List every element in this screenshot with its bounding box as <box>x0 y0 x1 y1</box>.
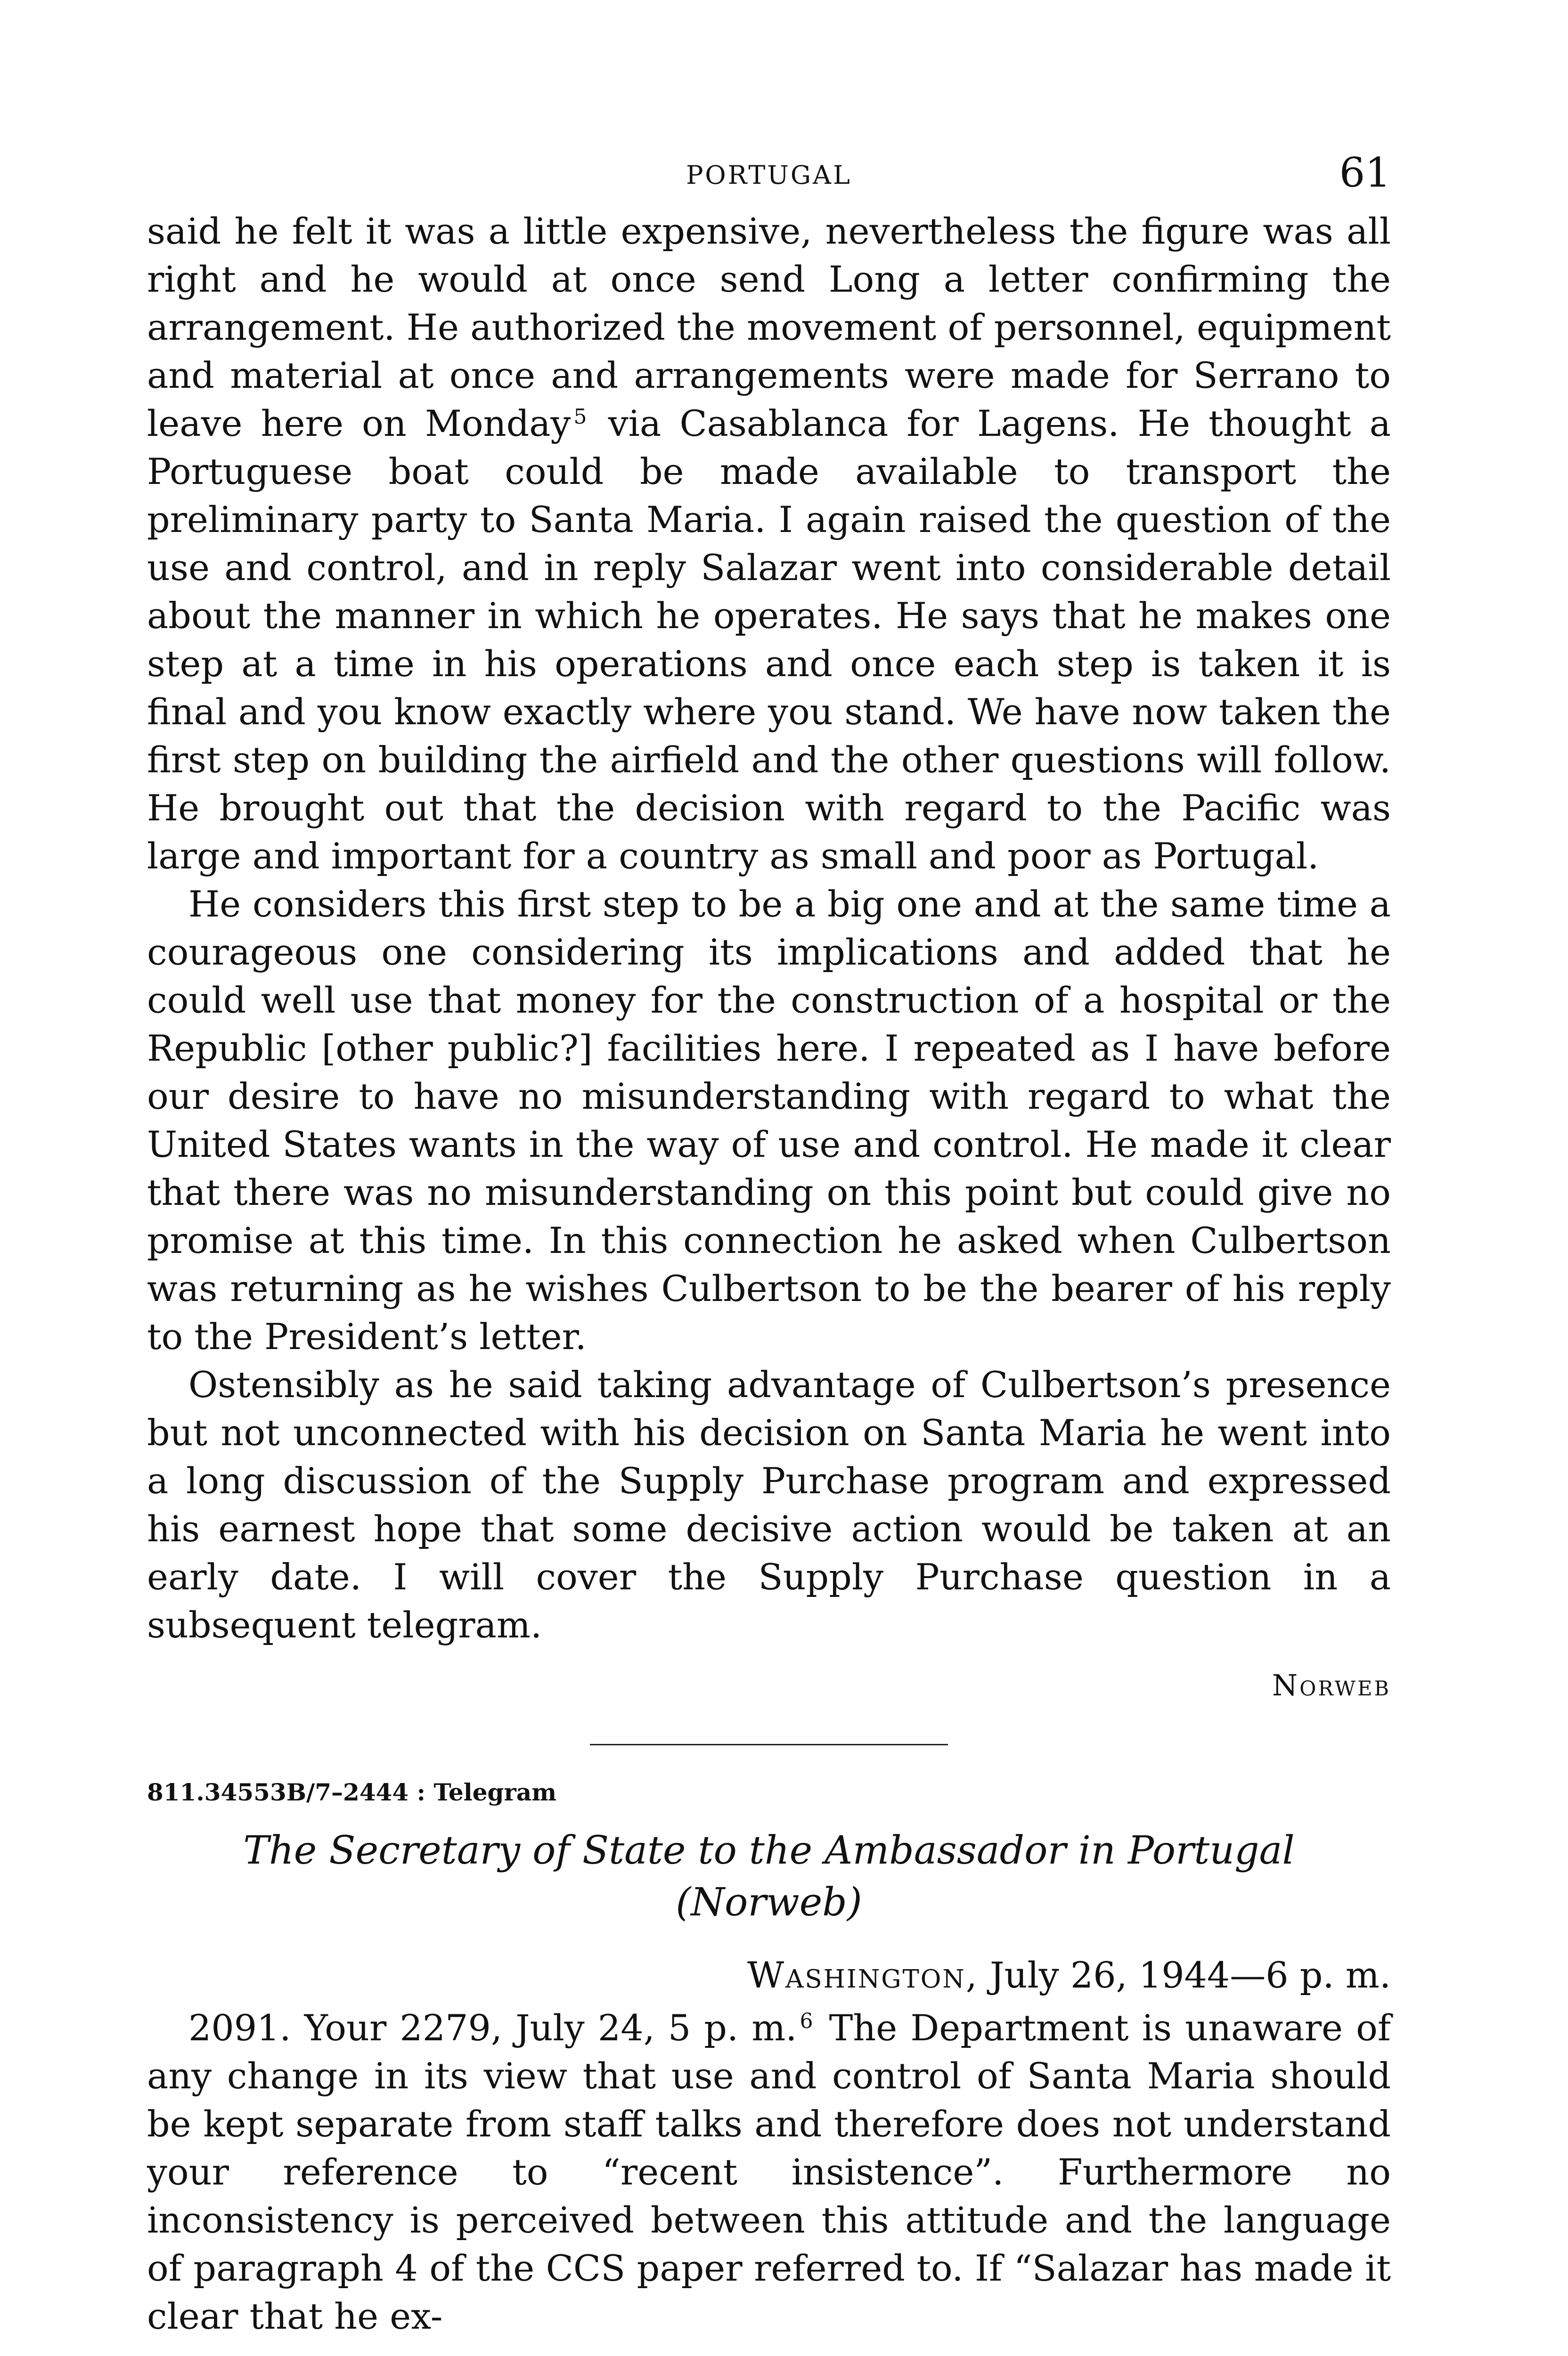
page-number: 61 <box>1339 149 1391 196</box>
running-head: PORTUGAL <box>686 160 852 190</box>
paragraph-1-text-part-1: said he felt it was a little expensive, nevertheless the figure was all right and he would at once send Long a letter confirming the arrangement. He authorized the movement of personnel, equipment and material at once and arrangements were made for Serrano to leave here on Monday <box>147 210 1391 444</box>
body-paragraph-1 <box>147 207 1391 880</box>
footnote-reference-5: 5 <box>573 404 587 429</box>
telegram-text-part-1: 2091. Your 2279, July 24, 5 p. m. <box>188 2007 797 2049</box>
dateline-place: Washington, <box>747 1954 979 1996</box>
dateline-date: July 26, 1944—6 p. m. <box>978 1954 1391 1996</box>
signature: Norweb <box>1272 1668 1391 1702</box>
telegram-text-part-2: The Department is unaware of any change in its view that use and control of Santa Maria should be kept separate from staff talks and therefore does not understand your reference to “recent insistence”. Furthermore no inconsistency is perceived between this attitude and the language of paragraph 4 of the CCS paper referred to. If “Salazar has made it clear that he ex- <box>147 2007 1391 2337</box>
body-paragraph-2: He considers this first step to be a big one and at the same time a courageous one considering its implications and added that he could well use that money for the construction of a hospital or the Republic [other public?] facilities here. I repeated as I have before our desire to have no misunderstanding with regard to what the United States wants in the way of use and control. He made it clear that there was no misunderstanding on this point but could give no promise at this time. In this connection he asked when Culbertson was returning as he wishes Culbertson to be the bearer of his reply to the President’s letter. <box>147 883 1391 1358</box>
body-paragraph-3: Ostensibly as he said taking advantage of Culbertson’s presence but not unconnected with his decision on Santa Maria he went into a long discussion of the Supply Purchase program and expressed his earnest hope that some decisive action would be taken at an early date. I will cover the Supply Purchase question in a subsequent telegram. <box>147 1364 1391 1646</box>
page-header <box>147 149 1391 207</box>
document-page <box>147 149 1391 2356</box>
dateline <box>147 1951 1391 1999</box>
telegram-paragraph <box>147 2004 1391 2340</box>
footnote-reference-6: 6 <box>800 2009 813 2033</box>
section-divider <box>590 1744 948 1745</box>
paragraph-1-text-part-2: via Casablanca for Lagens. He thought a Portuguese boat could be made available to transport the preliminary party to Santa Maria. I again raised the question of the use and control, and in reply Salazar went into considerable detail about the manner in which he operates. He says that he makes one step at a time in his operations and once each step is taken it is final and you know exactly where you stand. We have now taken the first step on building the airfield and the other questions will follow. He brought out that the decision with regard to the Pacific was large and important for a country as small and poor as Portugal. <box>147 402 1391 877</box>
file-reference: 811.34553B/7–2444 : Telegram <box>147 1778 557 1806</box>
document-title: The Secretary of State to the Ambassador in Portugal (Norweb) <box>243 1828 1295 1925</box>
